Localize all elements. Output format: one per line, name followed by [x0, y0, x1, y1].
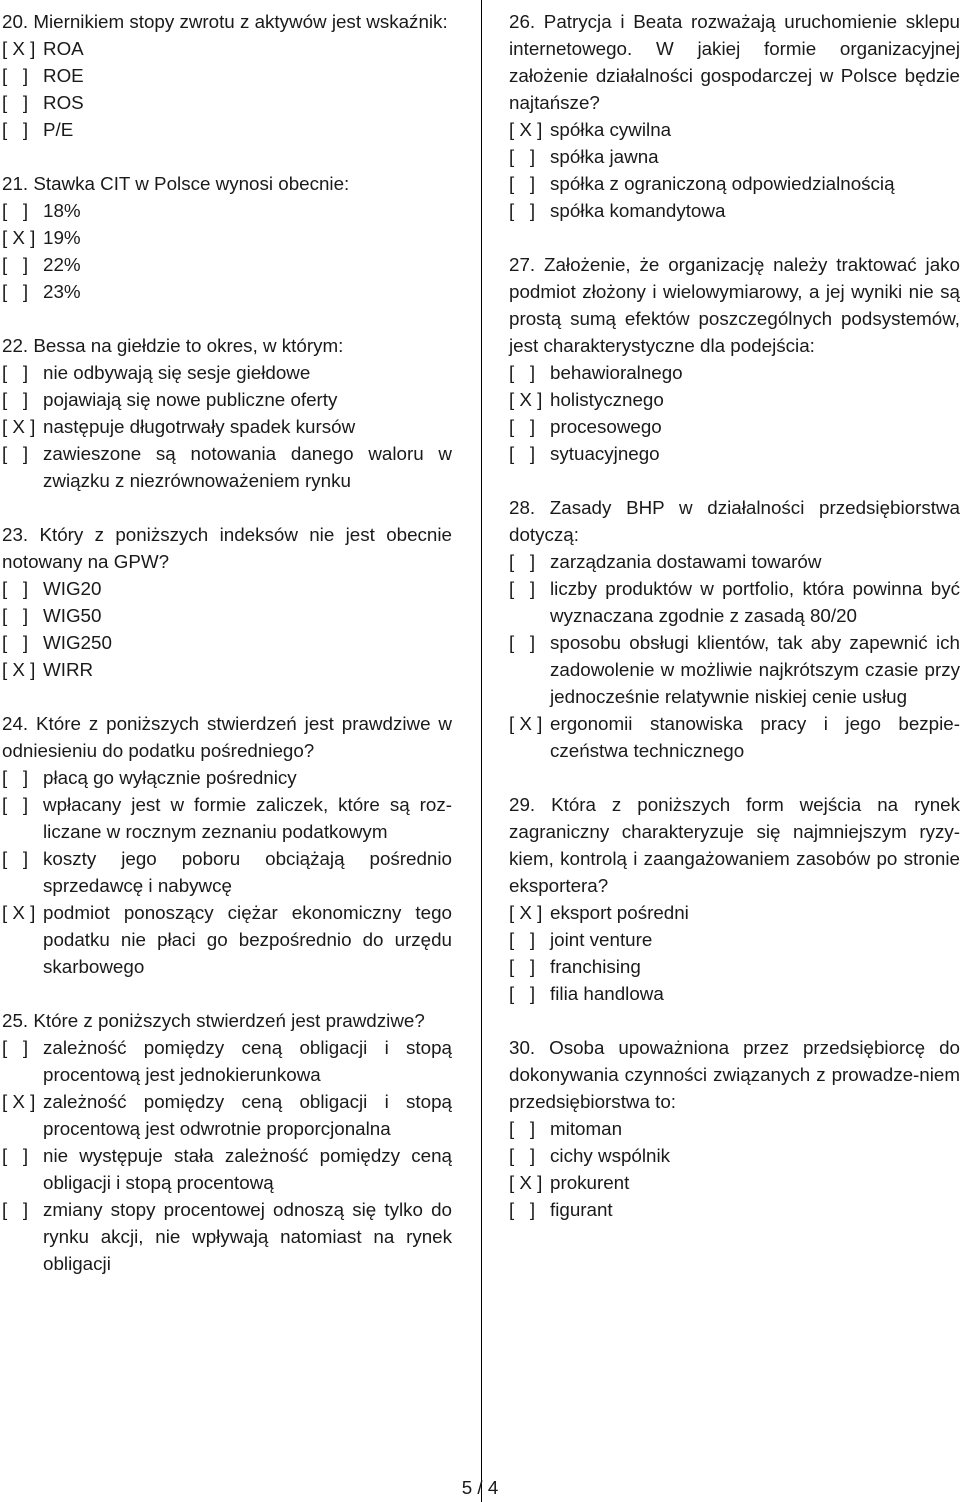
answer-checkbox: [ ] [2, 1037, 29, 1058]
column-divider [481, 0, 482, 1502]
answer-text: płacą go wyłącznie pośrednicy [43, 767, 297, 788]
answer-text: sytuacyjnego [550, 443, 660, 464]
answer-text: sposobu obsługi klientów, tak aby zapewnić ich zadowolenie w możliwie najkrótszym czasie przy jednocześnie relatywnie niskiej cenie usług [550, 632, 960, 707]
answer-text: WIG250 [43, 632, 112, 653]
answer-text: spółka komandytowa [550, 200, 726, 221]
question-block [509, 8, 960, 224]
answer-option [509, 548, 960, 575]
answer-text: spółka z ograniczoną odpowiedzialnością [550, 173, 895, 194]
answer-checkbox: [ X ] [2, 659, 36, 680]
answer-checkbox: [ X ] [2, 38, 36, 59]
answer-option [2, 89, 452, 116]
answer-checkbox: [ ] [2, 848, 29, 869]
answer-text: zmiany stopy procentowej odnoszą się tylko do rynku akcji, nie wpływają natomiast na rynek obligacji [43, 1199, 452, 1274]
answer-option [2, 1088, 452, 1142]
answer-option [2, 845, 452, 899]
answer-option [2, 116, 452, 143]
answer-option [509, 197, 960, 224]
answer-checkbox: [ ] [509, 929, 536, 950]
answer-text: filia handlowa [550, 983, 664, 1004]
answer-checkbox: [ ] [2, 443, 29, 464]
answer-option [509, 440, 960, 467]
answer-text: 23% [43, 281, 81, 302]
question-block [2, 710, 452, 980]
answer-checkbox: [ X ] [509, 119, 543, 140]
question-text: 26. Patrycja i Beata rozważają uruchomienie sklepu internetowego. W jakiej formie organizacyjnej założenie działalności gospodarczej w Polsce będzie najtańsze? [509, 11, 960, 113]
question-text: 23. Który z poniższych indeksów nie jest obecnie notowany na GPW? [2, 524, 452, 572]
answer-option [509, 413, 960, 440]
answer-text: cichy wspólnik [550, 1145, 671, 1166]
answer-option [2, 224, 452, 251]
answer-checkbox: [ X ] [2, 416, 36, 437]
answer-checkbox: [ ] [2, 200, 29, 221]
answer-text: joint venture [550, 929, 653, 950]
answer-checkbox: [ ] [509, 443, 536, 464]
answer-option [509, 980, 960, 1007]
answer-option [509, 1115, 960, 1142]
answer-checkbox: [ ] [509, 1118, 536, 1139]
answer-text: P/E [43, 119, 74, 140]
answer-checkbox: [ X ] [2, 1091, 36, 1112]
answer-text: WIG50 [43, 605, 102, 626]
answer-option [2, 1196, 452, 1277]
answer-text: wpłacany jest w formie zaliczek, które są roz-liczane w rocznym zeznaniu podatkowym [43, 794, 452, 842]
answer-checkbox: [ ] [509, 551, 536, 572]
answer-text: 18% [43, 200, 81, 221]
answer-checkbox: [ X ] [509, 713, 543, 734]
answer-option [2, 656, 452, 683]
answer-option [509, 710, 960, 764]
answer-text: 22% [43, 254, 81, 275]
answer-text: WIG20 [43, 578, 102, 599]
answer-option [509, 116, 960, 143]
answer-checkbox: [ ] [509, 983, 536, 1004]
answer-text: figurant [550, 1199, 613, 1220]
answer-checkbox: [ ] [509, 362, 536, 383]
answer-checkbox: [ ] [509, 956, 536, 977]
answer-checkbox: [ ] [509, 1199, 536, 1220]
question-block [509, 494, 960, 764]
answer-checkbox: [ ] [2, 578, 29, 599]
answer-checkbox: [ ] [2, 65, 29, 86]
question-text: 20. Miernikiem stopy zwrotu z aktywów jest wskaźnik: [2, 11, 448, 32]
question-block [509, 1034, 960, 1223]
question-block [509, 251, 960, 467]
answer-option [2, 791, 452, 845]
answer-option [2, 440, 452, 494]
answer-option [2, 1142, 452, 1196]
question-text: 24. Które z poniższych stwierdzeń jest prawdziwe w odniesieniu do podatku pośredniego? [2, 713, 452, 761]
question-text: 30. Osoba upoważniona przez przedsiębiorcę do dokonywania czynności związanych z prowadze-niem przedsiębiorstwa to: [509, 1037, 960, 1112]
answer-text: WIRR [43, 659, 94, 680]
answer-option [2, 602, 452, 629]
answer-checkbox: [ ] [2, 632, 29, 653]
answer-text: franchising [550, 956, 641, 977]
answer-text: nie występuje stała zależność pomiędzy ceną obligacji i stopą procentową [43, 1145, 452, 1193]
answer-checkbox: [ ] [2, 119, 29, 140]
answer-text: podmiot ponoszący ciężar ekonomiczny tego podatku nie płaci go bezpośrednio do urzędu skarbowego [43, 902, 452, 977]
question-block [2, 332, 452, 494]
answer-checkbox: [ ] [2, 1199, 29, 1220]
answer-option [2, 359, 452, 386]
answer-checkbox: [ ] [509, 416, 536, 437]
answer-option [2, 1034, 452, 1088]
answer-text: zawieszone są notowania danego waloru w związku z niezrównoważeniem rynku [43, 443, 452, 491]
answer-option [509, 386, 960, 413]
question-text: 22. Bessa na giełdzie to okres, w którym: [2, 335, 344, 356]
page-number: 5 / 4 [461, 1477, 499, 1498]
answer-option [509, 575, 960, 629]
answer-option [509, 170, 960, 197]
answer-text: pojawiają się nowe publiczne oferty [43, 389, 338, 410]
answer-option [2, 197, 452, 224]
answer-option [509, 1142, 960, 1169]
answer-option [509, 953, 960, 980]
answer-checkbox: [ ] [2, 281, 29, 302]
answer-text: liczby produktów w portfolio, która powinna być wyznaczana zgodnie z zasadą 80/20 [550, 578, 960, 626]
answer-text: następuje długotrwały spadek kursów [43, 416, 356, 437]
answer-option [2, 764, 452, 791]
question-block [2, 521, 452, 683]
question-text: 27. Założenie, że organizację należy traktować jako podmiot złożony i wielowymiarowy, a jej wyniki nie są prostą sumą efektów poszczególnych podsystemów, jest charakterystyczne dla podejścia: [509, 254, 960, 356]
question-text: 21. Stawka CIT w Polsce wynosi obecnie: [2, 173, 350, 194]
answer-option [2, 413, 452, 440]
answer-text: behawioralnego [550, 362, 683, 383]
answer-checkbox: [ ] [509, 578, 536, 599]
question-block [2, 170, 452, 305]
answer-option [509, 359, 960, 386]
right-column [509, 8, 960, 1250]
answer-option [2, 62, 452, 89]
answer-checkbox: [ X ] [509, 389, 543, 410]
question-text: 25. Które z poniższych stwierdzeń jest prawdziwe? [2, 1010, 425, 1031]
answer-checkbox: [ ] [2, 362, 29, 383]
answer-option [2, 386, 452, 413]
question-block [2, 1007, 452, 1277]
answer-checkbox: [ ] [509, 173, 536, 194]
answer-text: procesowego [550, 416, 662, 437]
answer-text: prokurent [550, 1172, 630, 1193]
question-text: 28. Zasady BHP w działalności przedsiębiorstwa dotyczą: [509, 497, 960, 545]
question-block [2, 8, 452, 143]
answer-checkbox: [ X ] [2, 227, 36, 248]
answer-text: 19% [43, 227, 81, 248]
answer-option [2, 35, 452, 62]
answer-option [2, 629, 452, 656]
answer-text: holistycznego [550, 389, 664, 410]
answer-text: mitoman [550, 1118, 623, 1139]
answer-checkbox: [ ] [509, 200, 536, 221]
answer-checkbox: [ ] [2, 389, 29, 410]
answer-text: ROA [43, 38, 84, 59]
answer-option [2, 278, 452, 305]
answer-checkbox: [ ] [2, 1145, 29, 1166]
answer-text: ergonomii stanowiska pracy i jego bezpie-czeństwa technicznego [550, 713, 960, 761]
answer-text: zależność pomiędzy ceną obligacji i stopą procentową jest odwrotnie proporcjonalna [43, 1091, 452, 1139]
answer-checkbox: [ ] [2, 605, 29, 626]
answer-text: ROE [43, 65, 84, 86]
answer-text: eksport pośredni [550, 902, 689, 923]
answer-checkbox: [ X ] [509, 1172, 543, 1193]
answer-option [509, 926, 960, 953]
answer-option [509, 629, 960, 710]
question-text: 29. Która z poniższych form wejścia na rynek zagraniczny charakteryzuje się najmniejszym ryzy-kiem, kontrolą i zaangażowaniem zasobów po stronie eksportera? [509, 794, 960, 896]
answer-checkbox: [ X ] [509, 902, 543, 923]
answer-text: ROS [43, 92, 84, 113]
answer-text: zarządzania dostawami towarów [550, 551, 822, 572]
answer-checkbox: [ ] [509, 632, 536, 653]
answer-option [509, 899, 960, 926]
answer-text: koszty jego poboru obciążają pośrednio sprzedawcę i nabywcę [43, 848, 452, 896]
answer-option [509, 1196, 960, 1223]
answer-text: spółka jawna [550, 146, 659, 167]
answer-option [2, 575, 452, 602]
answer-checkbox: [ ] [509, 1145, 536, 1166]
answer-option [2, 251, 452, 278]
answer-checkbox: [ ] [2, 767, 29, 788]
answer-checkbox: [ ] [2, 794, 29, 815]
answer-checkbox: [ ] [509, 146, 536, 167]
answer-option [509, 143, 960, 170]
answer-text: spółka cywilna [550, 119, 672, 140]
answer-option [509, 1169, 960, 1196]
left-column [2, 8, 452, 1304]
answer-checkbox: [ ] [2, 92, 29, 113]
answer-text: nie odbywają się sesje giełdowe [43, 362, 311, 383]
answer-checkbox: [ ] [2, 254, 29, 275]
answer-option [2, 899, 452, 980]
question-block [509, 791, 960, 1007]
answer-checkbox: [ X ] [2, 902, 36, 923]
answer-text: zależność pomiędzy ceną obligacji i stopą procentową jest jednokierunkowa [43, 1037, 452, 1085]
